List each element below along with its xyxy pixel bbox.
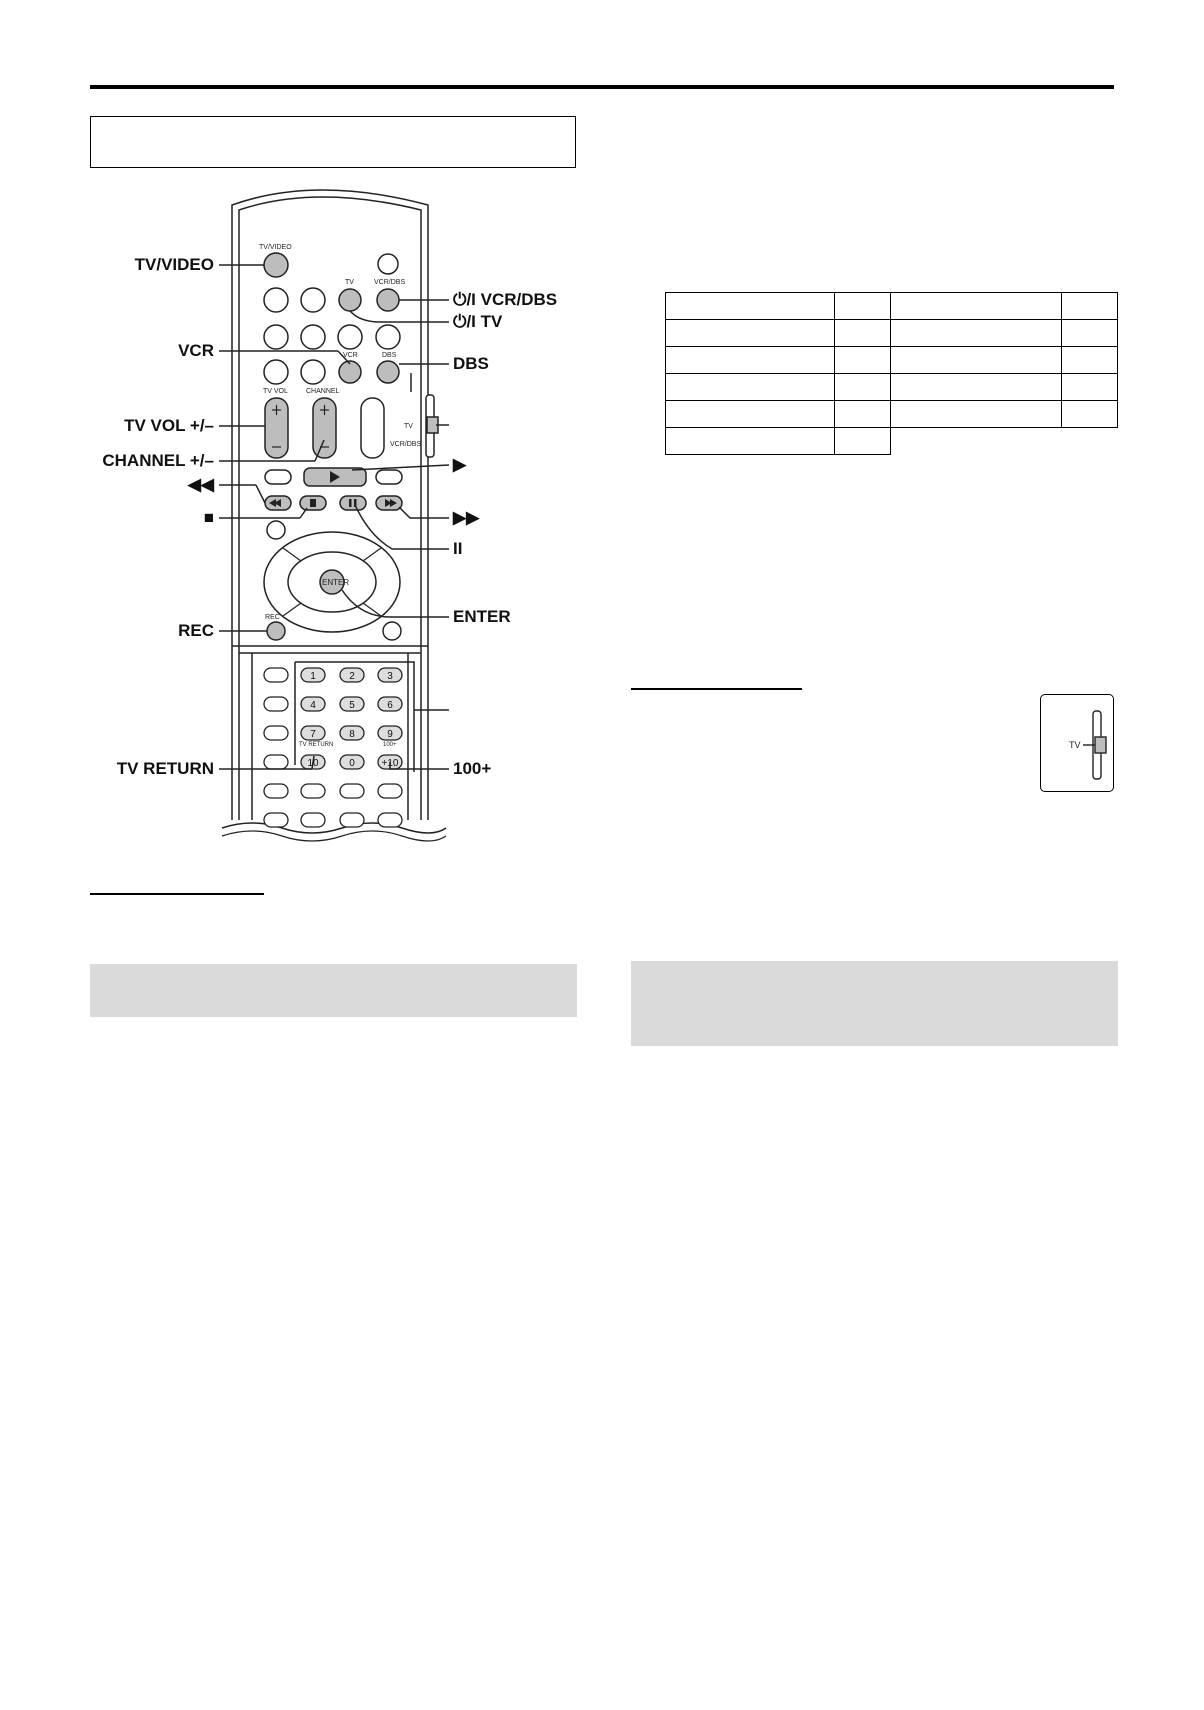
vcr-dbs-print: VCR/DBS <box>374 279 406 286</box>
callout-power-vcr-dbs: ⏻/I VCR/DBS <box>453 290 558 309</box>
table-row <box>666 293 1118 320</box>
tv-power-button[interactable] <box>339 289 361 311</box>
dbs-print: DBS <box>382 352 397 359</box>
callout-rewind: ◀◀ <box>187 475 214 494</box>
pause-button[interactable] <box>340 496 366 510</box>
blank-button-7[interactable] <box>264 360 288 384</box>
callout-play: ▶ <box>453 455 467 474</box>
digit-10: 10 <box>307 758 319 769</box>
light-button[interactable] <box>378 254 398 274</box>
digit-8: 8 <box>349 729 355 740</box>
tv-vol-print: TV VOL <box>263 388 288 395</box>
digit-6: 6 <box>387 700 393 711</box>
vcr-dbs-power-button[interactable] <box>377 289 399 311</box>
blank-button-8[interactable] <box>301 360 325 384</box>
blank-button-4[interactable] <box>301 325 325 349</box>
hundred-plus-print: 100+ <box>383 742 397 748</box>
digit-2: 2 <box>349 671 355 682</box>
callout-stop: ■ <box>203 508 214 527</box>
tv-print: TV <box>345 279 354 286</box>
section-heading-band-left <box>90 964 577 1017</box>
callout-channel: CHANNEL +/– <box>102 451 214 470</box>
table-row <box>666 428 1118 455</box>
digit-0: 0 <box>349 758 355 769</box>
rec-print: REC <box>265 614 280 621</box>
tv-video-print: TV/VIDEO <box>259 244 292 251</box>
tv-switch-label: TV <box>1069 740 1081 750</box>
callout-vcr: VCR <box>178 341 214 360</box>
callout-dbs: DBS <box>453 354 489 373</box>
digit-3: 3 <box>387 671 393 682</box>
callout-tv-vol: TV VOL +/– <box>124 416 214 435</box>
blank-button-9[interactable] <box>267 521 285 539</box>
mode-switch[interactable] <box>426 395 438 457</box>
code-table <box>665 292 1118 455</box>
digit-1: 1 <box>310 671 316 682</box>
blank-button-1[interactable] <box>264 288 288 312</box>
digit-labels <box>307 671 398 769</box>
blank-pill-1[interactable] <box>265 470 291 484</box>
switch-vcr-dbs-print: VCR/DBS <box>390 441 422 448</box>
digit-9: 9 <box>387 729 393 740</box>
subheading-rule-right <box>631 688 802 690</box>
table-row <box>666 320 1118 347</box>
callout-power-tv: ⏻/I TV <box>453 312 503 331</box>
enter-print: ENTER <box>322 578 350 587</box>
subheading-rule-left <box>90 893 264 895</box>
wavy-cutoff-2 <box>222 831 446 841</box>
table-row <box>666 401 1118 428</box>
switch-tv-print: TV <box>404 423 413 430</box>
rec-button[interactable] <box>267 622 285 640</box>
vcr-button[interactable] <box>339 361 361 383</box>
section-heading-band-right <box>631 961 1118 1046</box>
blank-button-10[interactable] <box>383 622 401 640</box>
table-row <box>666 374 1118 401</box>
callout-rec: REC <box>178 621 214 640</box>
blank-rocker[interactable] <box>361 398 384 458</box>
table-row <box>666 347 1118 374</box>
dbs-button[interactable] <box>377 361 399 383</box>
callout-fast-forward: ▶▶ <box>453 508 480 527</box>
tv-video-button[interactable] <box>264 253 288 277</box>
digit-4: 4 <box>310 700 316 711</box>
channel-print: CHANNEL <box>306 388 340 395</box>
digit-7: 7 <box>310 729 316 740</box>
blank-pill-2[interactable] <box>376 470 402 484</box>
blank-button-3[interactable] <box>264 325 288 349</box>
digit-plus10: +10 <box>381 758 399 769</box>
digit-5: 5 <box>349 700 355 711</box>
blank-button-5[interactable] <box>338 325 362 349</box>
tv-switch-inset <box>1040 694 1114 792</box>
callout-tv-video: TV/VIDEO <box>134 255 214 274</box>
vcr-print: VCR <box>343 352 358 359</box>
tv-return-print: TV RETURN <box>299 742 334 748</box>
blank-button-2[interactable] <box>301 288 325 312</box>
callout-enter: ENTER <box>453 607 511 626</box>
blank-button-6[interactable] <box>376 325 400 349</box>
callout-tv-return: TV RETURN <box>116 759 214 778</box>
tv-switch-drawing <box>1041 695 1115 793</box>
callout-hundred-plus: 100+ <box>453 759 492 778</box>
callout-pause: II <box>453 539 463 558</box>
